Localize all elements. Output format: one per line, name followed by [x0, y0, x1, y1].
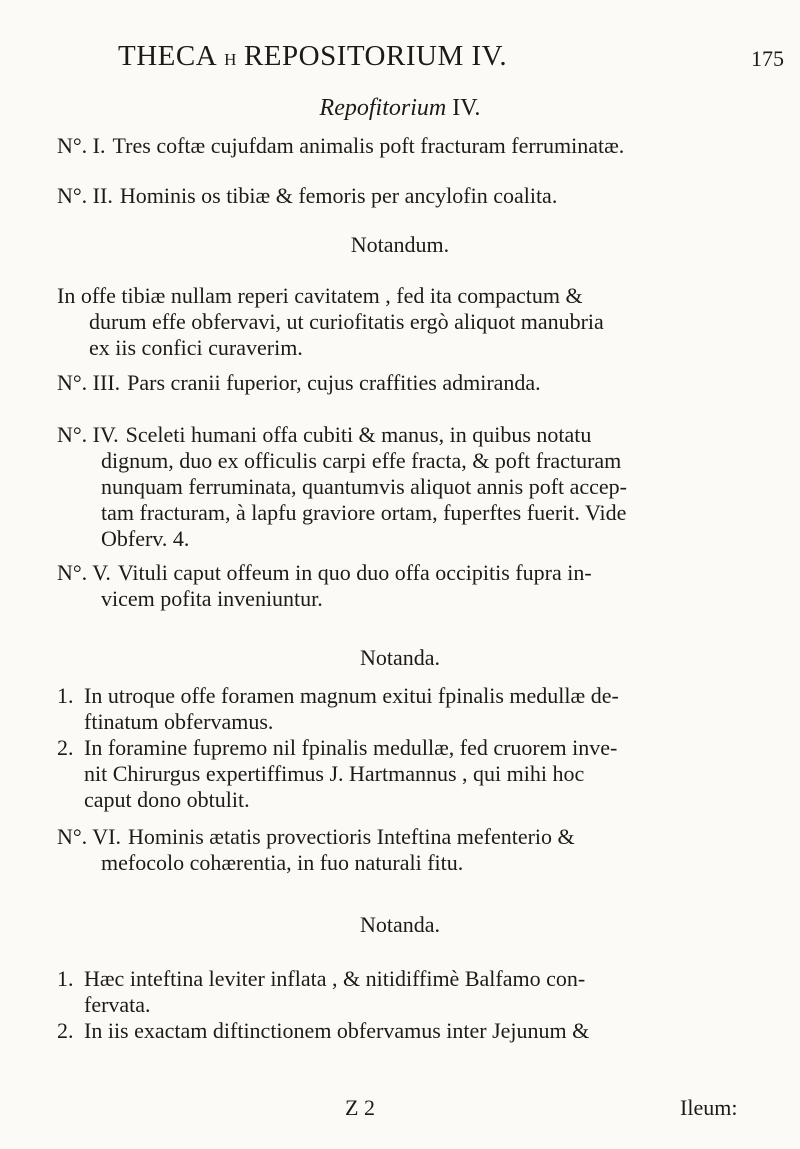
section-title [0, 95, 800, 122]
entry-3 [57, 370, 541, 396]
notanda-item-1 [57, 683, 619, 735]
paragraph-line: durum effe obfervavi, ut curiofitatis ergò aliquot manubria [89, 309, 604, 334]
entry-number: N°. IV. [57, 422, 119, 447]
entry-number: N°. I. [57, 133, 106, 158]
item-text: In iis exactam diftinctionem obfervamus inter Jejunum & [84, 1018, 590, 1043]
item-text: fervata. [84, 992, 151, 1017]
item-text: Hæc inteftina leviter inflata , & nitidiffimè Balfamo con- [84, 966, 586, 991]
entry-text: Vituli caput offeum in quo duo offa occipitis fupra in- [117, 560, 592, 585]
entry-text: Sceleti humani offa cubiti & manus, in quibus notatu [125, 422, 592, 447]
entry-number: N°. III. [57, 370, 121, 395]
item-number: 1. [57, 966, 74, 991]
entry-text: nunquam ferruminata, quantumvis aliquot annis poft accep- [101, 474, 628, 499]
item-text: In utroque offe foramen magnum exitui fpinalis medullæ de- [84, 683, 619, 708]
section-title-number: IV. [452, 95, 481, 121]
entry-number: N°. II. [57, 183, 113, 208]
entry-number: N°. V. [57, 560, 111, 585]
entry-2 [57, 183, 557, 209]
running-head [118, 40, 507, 73]
entry-4 [57, 422, 627, 552]
entry-text: mefocolo cohærentia, in fuo naturali fitu. [101, 850, 464, 875]
paragraph-line: In offe tibiæ nullam reperi cavitatem , fed ita compactum & [57, 283, 583, 308]
notandum-heading: Notandum. [350, 232, 450, 257]
catchword: Ileum: [680, 1095, 738, 1120]
item-number: 2. [57, 1018, 74, 1043]
entry-text: tam fracturam, à lapfu graviore ortam, fuperftes fuerit. Vide [101, 500, 627, 525]
entry-text: Tres coftæ cujufdam animalis poft fracturam ferruminatæ. [112, 133, 625, 158]
item-text: caput dono obtulit. [84, 787, 250, 812]
entry-text: dignum, duo ex officulis carpi effe fracta, & poft fracturam [101, 448, 622, 473]
item-number: 1. [57, 683, 74, 708]
entry-6 [57, 824, 575, 876]
section-title-label: Repofitorium [319, 95, 447, 121]
entry-number: N°. VI. [57, 824, 122, 849]
notanda-item-2 [57, 735, 617, 813]
running-head-left: THECA [118, 40, 218, 72]
notanda-heading: Notanda. [359, 645, 441, 670]
notanda-heading-2: Notanda. [359, 912, 441, 937]
item-number: 2. [57, 735, 74, 760]
notanda-2-item-2 [57, 1018, 589, 1044]
entry-text: Obferv. 4. [101, 526, 190, 551]
item-text: In foramine fupremo nil fpinalis medullæ, fed cruorem inve- [84, 735, 618, 760]
notandum-paragraph [57, 283, 604, 361]
entry-text: Hominis os tibiæ & femoris per ancylofin coalita. [119, 183, 558, 208]
item-text: ftinatum obfervamus. [84, 709, 274, 734]
running-head-mid: H [224, 50, 237, 69]
page-number: 175 [751, 46, 784, 71]
entry-text: Hominis ætatis provectioris Inteftina mefenterio & [128, 824, 575, 849]
page-header [0, 40, 800, 74]
signature-mark: Z 2 [345, 1095, 375, 1120]
running-head-right: REPOSITORIUM IV. [243, 40, 508, 72]
entry-text: vicem pofita inveniuntur. [101, 586, 323, 611]
paragraph-line: ex iis confici curaverim. [89, 335, 303, 360]
notanda-2-item-1 [57, 966, 585, 1018]
item-text: nit Chirurgus expertiffimus J. Hartmannus , qui mihi hoc [84, 761, 585, 786]
entry-5 [57, 560, 592, 612]
entry-text: Pars cranii fuperior, cujus craffities admiranda. [127, 370, 541, 395]
entry-1 [57, 133, 624, 159]
